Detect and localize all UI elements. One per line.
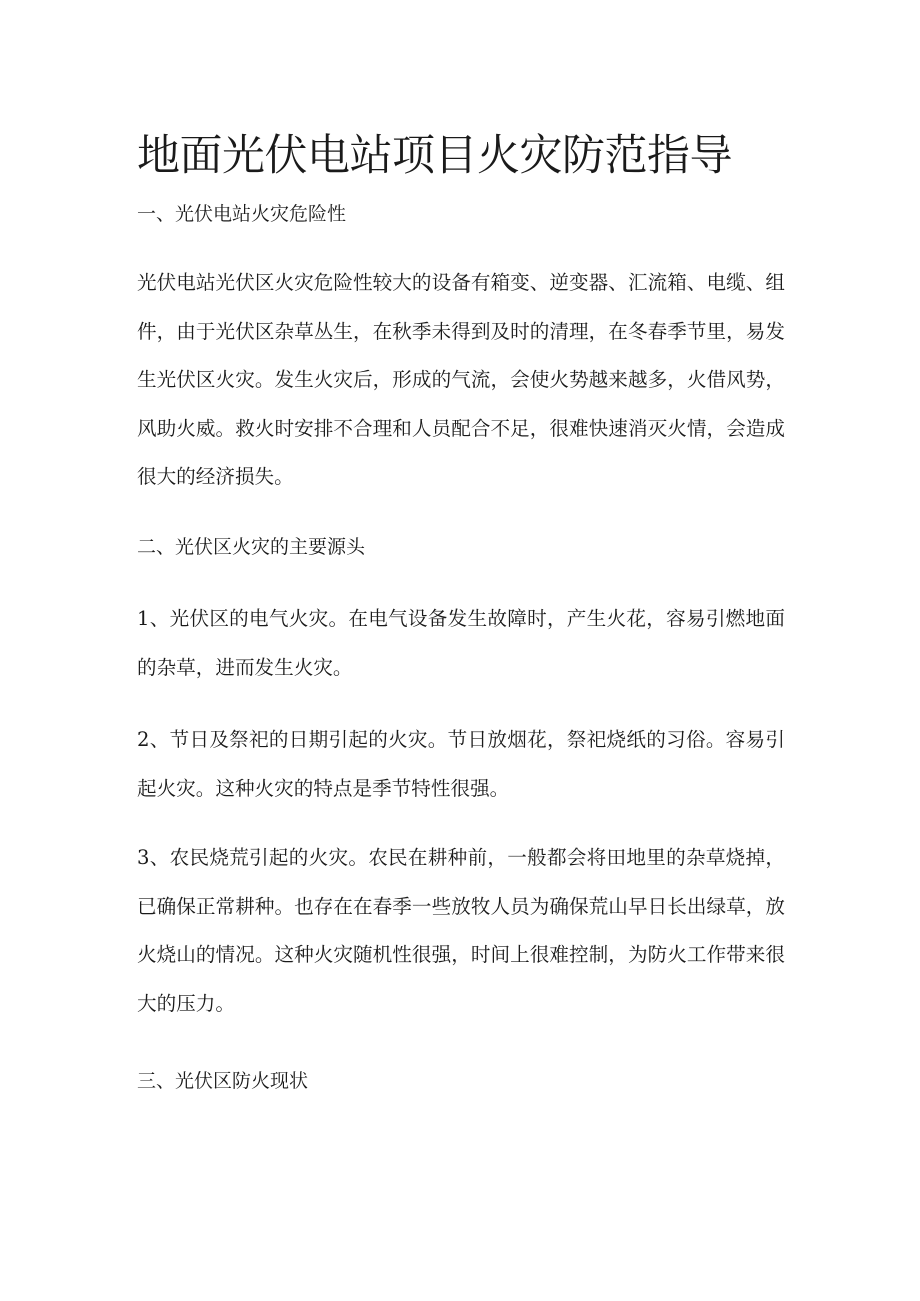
list-item-land-burning-fire: 3、农民烧荒引起的火灾。农民在耕种前，一般都会将田地里的杂草烧掉，已确保正常耕种。也存在在春季一些放牧人员为确保荒山早日长出绿草，放火烧山的情况。这种火灾随机性很强，时间上很难控制，为防火工作带来很大的压力。 <box>137 846 785 1015</box>
section-heading-fire-status: 三、光伏区防火现状 <box>137 1070 309 1092</box>
list-item-electrical-fire: 1、光伏区的电气火灾。在电气设备发生故障时，产生火花，容易引燃地面的杂草，进而发生火灾。 <box>137 607 785 679</box>
list-item-festival-fire: 2、节日及祭祀的日期引起的火灾。节日放烟花，祭祀烧纸的习俗。容易引起火灾。这种火灾的特点是季节特性很强。 <box>137 728 785 800</box>
section-heading-fire-sources: 二、光伏区火灾的主要源头 <box>137 536 366 558</box>
document-title: 地面光伏电站项目火灾防范指导 <box>137 131 732 181</box>
paragraph-fire-hazard: 光伏电站光伏区火灾危险性较大的设备有箱变、逆变器、汇流箱、电缆、组件，由于光伏区杂草丛生，在秋季未得到及时的清理，在冬春季节里，易发生光伏区火灾。发生火灾后，形成的气流，会使火势越来越多，火借风势，风助火威。救火时安排不合理和人员配合不足，很难快速消灭火情，会造成很大的经济损失。 <box>137 271 785 488</box>
section-heading-fire-hazard: 一、光伏电站火灾危险性 <box>137 203 347 225</box>
